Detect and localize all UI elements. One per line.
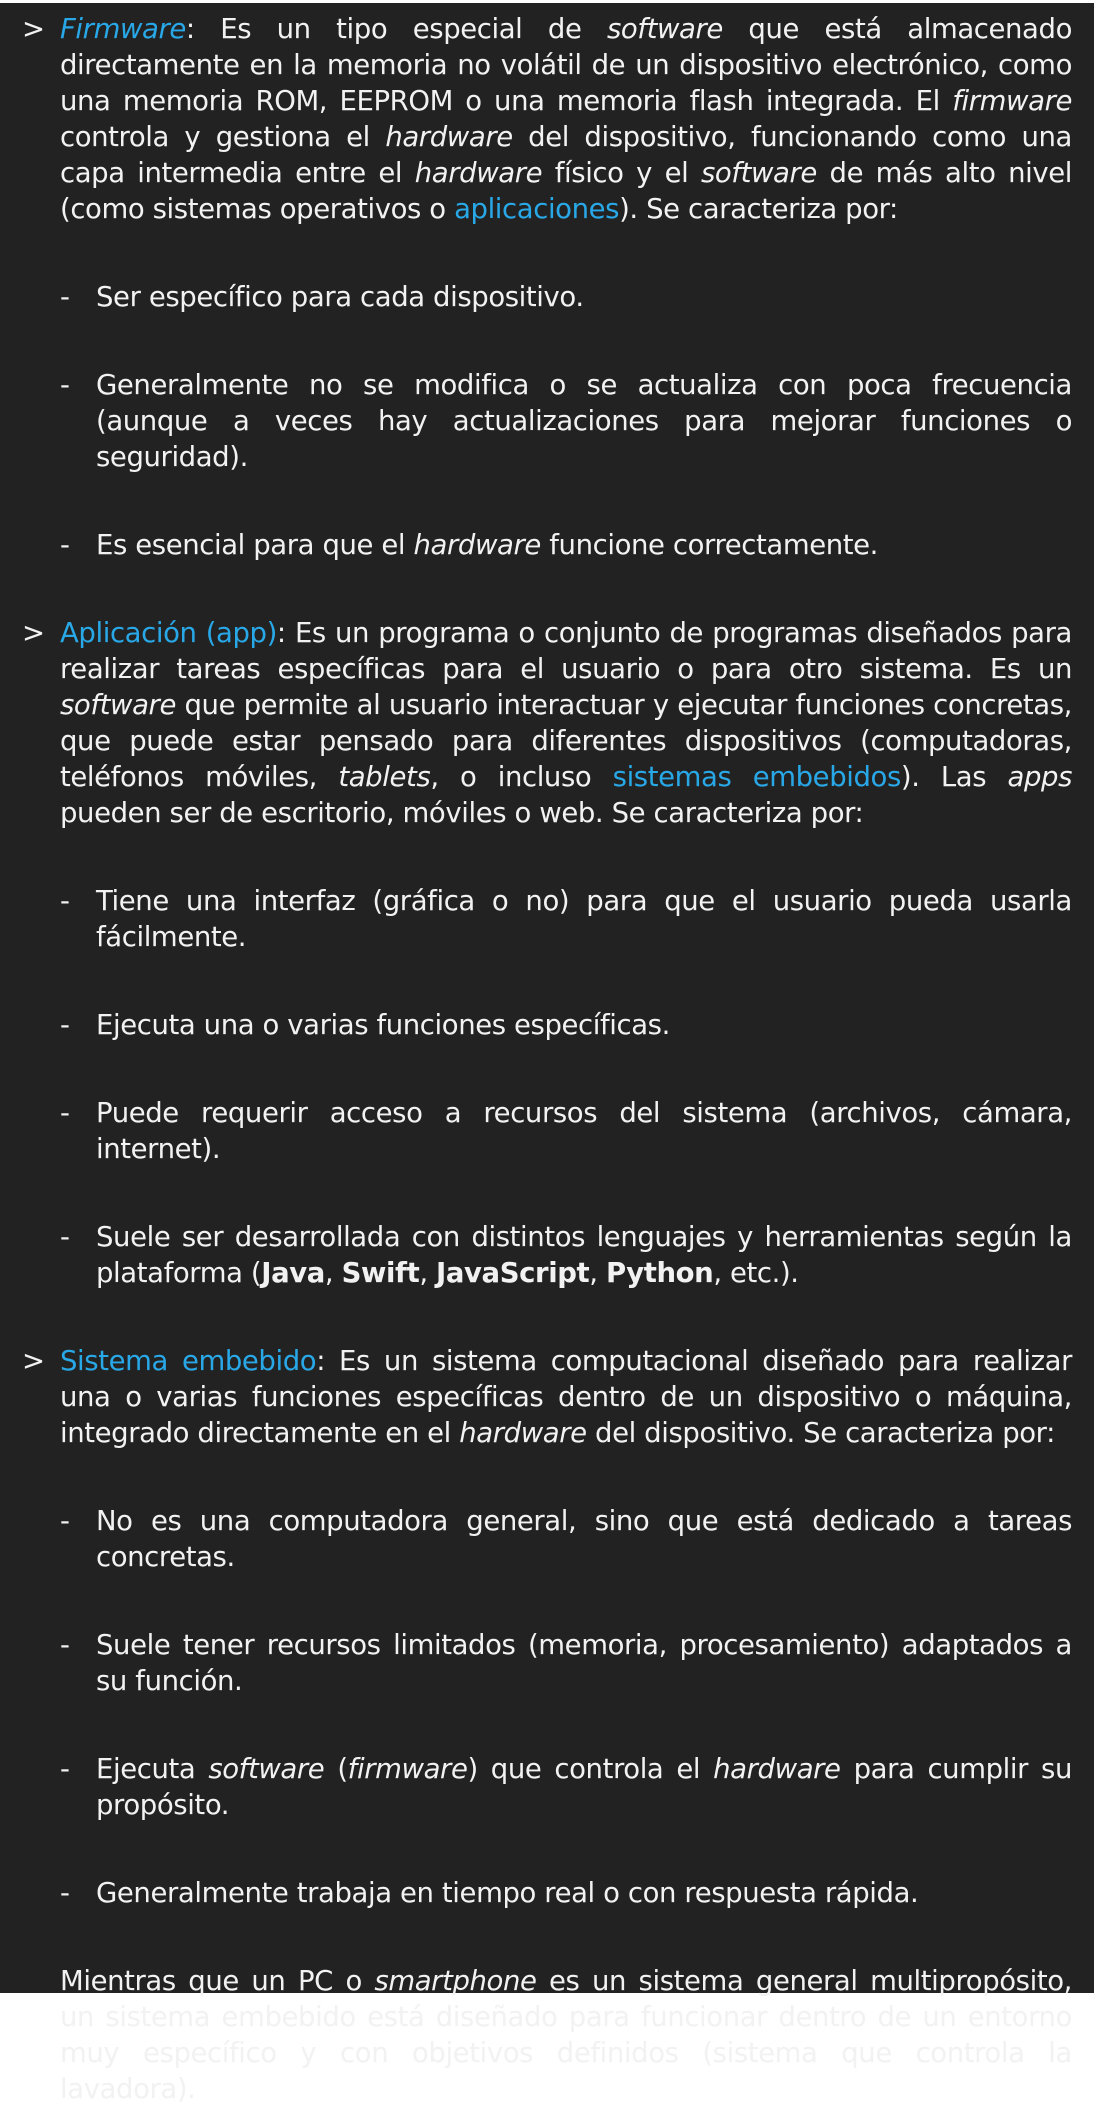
firmware-bullet-3: - Es esencial para que el hardware funcione correctamente. (60, 529, 878, 561)
app-bullet-3: - Puede requerir acceso a recursos del sistema (archivos, cámara, internet). (60, 1097, 1072, 1165)
embedded-definition: > Sistema embebido: Es un sistema computacional diseñado para realizar una o varias funciones específicas dentro de un dispositivo o máquina, integrado directamente en el hardware del dispositivo. Se caracteriza por: (22, 1345, 1072, 1449)
embedded-bullet-2: - Suele tener recursos limitados (memoria, procesamiento) adaptados a su función. (60, 1629, 1072, 1697)
firmware-term: Firmware (60, 13, 186, 45)
chevron-right-icon: > (22, 617, 45, 649)
app-term: Aplicación (app) (60, 617, 277, 649)
app-bullet-2: - Ejecuta una o varias funciones específicas. (60, 1009, 670, 1041)
app-bullet-1: - Tiene una interfaz (gráfica o no) para que el usuario pueda usarla fácilmente. (60, 885, 1072, 953)
app-bullet-4: - Suele ser desarrollada con distintos lenguajes y herramientas según la plataforma (Java, Swift, JavaScript, Python, etc.). (60, 1221, 1072, 1289)
firmware-definition: > Firmware: Es un tipo especial de software que está almacenado directamente en la memoria no volátil de un dispositivo electrónico, como una memoria ROM, EEPROM o una memoria flash integrada. El firmware controla y gestiona el hardware del dispositivo, funcionando como una capa intermedia entre el hardware físico y el software de más alto nivel (como sistemas operativos o aplicaciones). Se caracteriza por: (22, 13, 1072, 225)
embedded-term: Sistema embebido (60, 1345, 317, 1377)
aplicaciones-link[interactable]: aplicaciones (454, 193, 620, 225)
app-definition: > Aplicación (app): Es un programa o conjunto de programas diseñados para realizar tareas específicas para el usuario o para otro sistema. Es un software que permite al usuario interactuar y ejecutar funciones concretas, que puede estar pensado para diferentes dispositivos (computadoras, teléfonos móviles, tablets, o incluso sistemas embebidos). Las apps pueden ser de escritorio, móviles o web. Se caracteriza por: (22, 617, 1073, 829)
embedded-bullet-3: - Ejecuta software (firmware) que controla el hardware para cumplir su propósito. (60, 1753, 1072, 1821)
firmware-bullet-2: - Generalmente no se modifica o se actualiza con poca frecuencia (aunque a veces hay actualizaciones para mejorar funciones o seguridad). (60, 369, 1072, 473)
embedded-bullet-4: - Generalmente trabaja en tiempo real o con respuesta rápida. (60, 1877, 919, 1909)
document-panel (0, 3, 1094, 2105)
firmware-bullet-1: - Ser específico para cada dispositivo. (60, 281, 584, 313)
embedded-bullet-1: - No es una computadora general, sino que está dedicado a tareas concretas. (60, 1505, 1072, 1573)
chevron-right-icon: > (22, 13, 45, 45)
closing-paragraph: Mientras que un PC o smartphone es un sistema general multipropósito, un sistema embebido está diseñado para funcionar dentro de un entorno muy específico y con objetivos definidos (sistema que controla la lavadora). (60, 1965, 1072, 2105)
chevron-right-icon: > (22, 1345, 45, 1377)
sistemas-embebidos-link[interactable]: sistemas embebidos (612, 761, 901, 793)
